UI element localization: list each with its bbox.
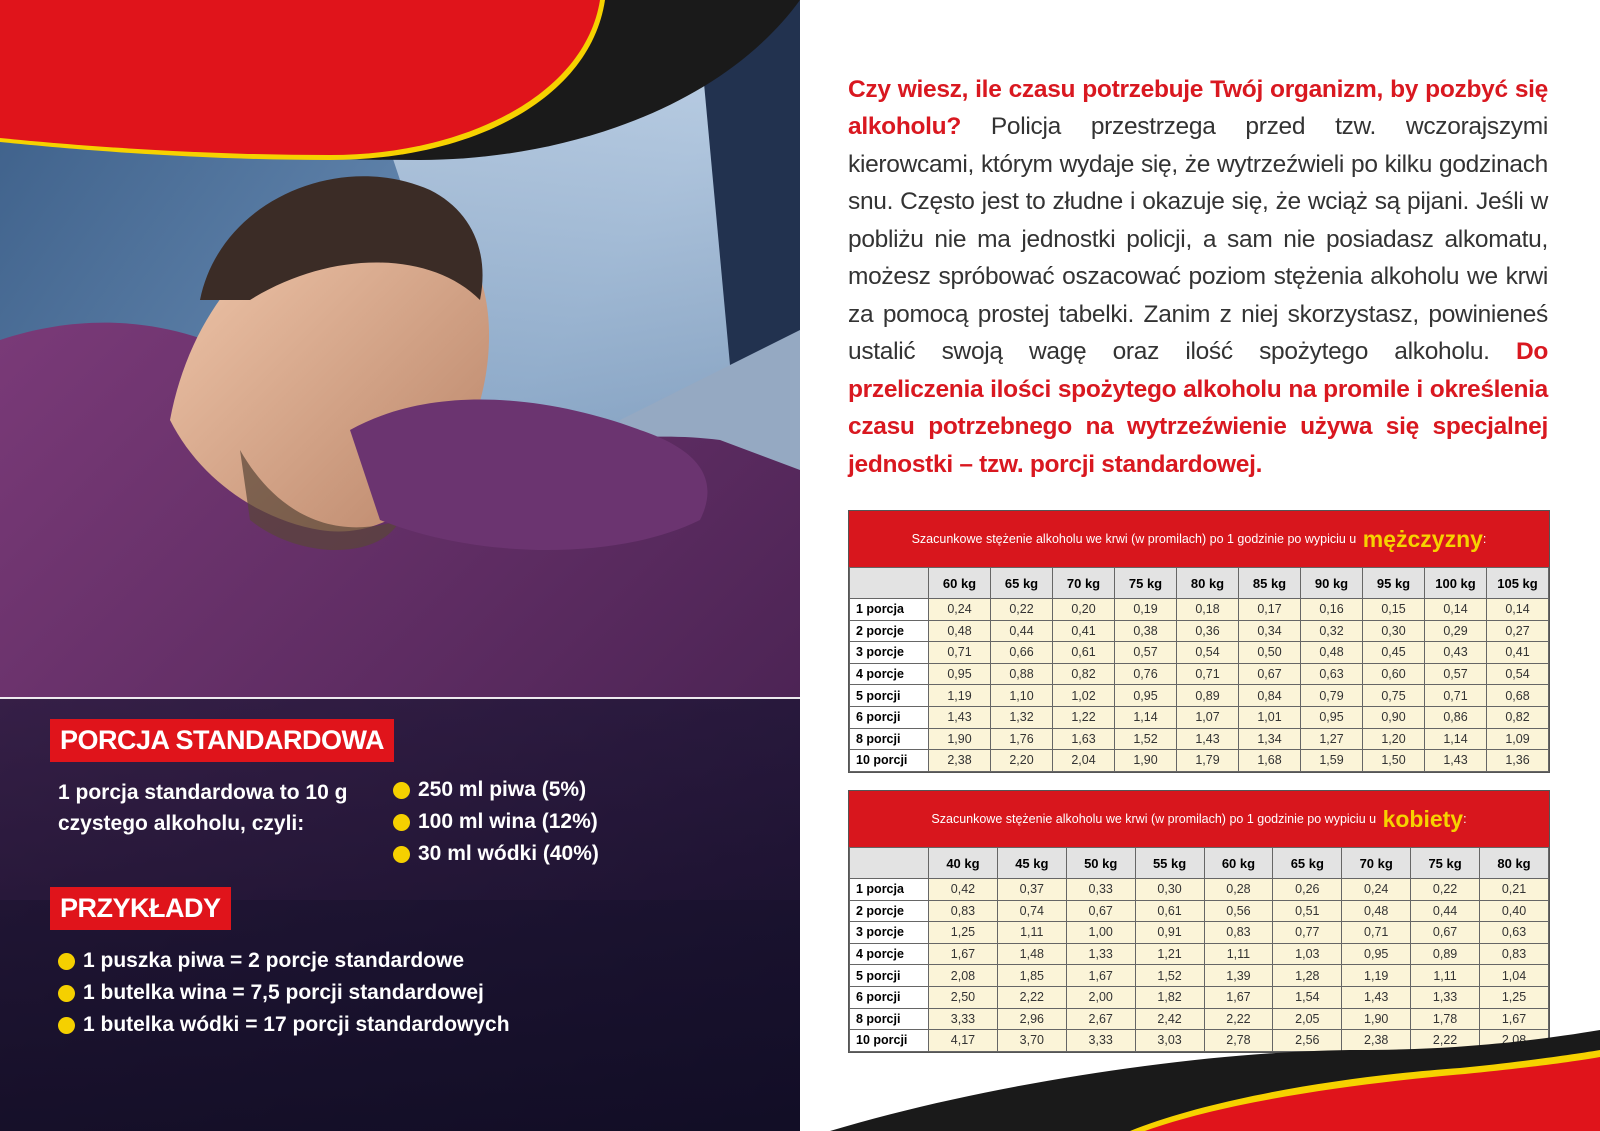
table-cell: 1,33 [1411, 986, 1480, 1008]
row-label: 8 porcji [850, 728, 929, 750]
table-cell: 0,50 [1239, 642, 1301, 664]
weight-column-header: 50 kg [1066, 848, 1135, 879]
weight-column-header: 85 kg [1239, 568, 1301, 599]
table-row [850, 922, 1549, 944]
table-cell: 3,33 [1066, 1030, 1135, 1052]
table-cell: 1,63 [1053, 728, 1115, 750]
table-cell: 0,60 [1363, 663, 1425, 685]
table-row [850, 599, 1549, 621]
table-cell: 0,76 [1115, 663, 1177, 685]
table-cell: 0,54 [1487, 663, 1549, 685]
table-cell: 1,52 [1135, 965, 1204, 987]
row-label: 8 porcji [850, 1008, 929, 1030]
table-cell: 1,67 [1066, 965, 1135, 987]
table-cell: 1,48 [997, 943, 1066, 965]
table-cell: 0,79 [1301, 685, 1363, 707]
table-cell: 1,14 [1425, 728, 1487, 750]
table-cell: 1,67 [1480, 1008, 1549, 1030]
row-label: 2 porcje [850, 900, 929, 922]
table-cell: 1,90 [1342, 1008, 1411, 1030]
table-cell: 0,41 [1053, 620, 1115, 642]
weight-column-header: 45 kg [997, 848, 1066, 879]
weight-column-header: 40 kg [929, 848, 998, 879]
table-cell: 0,63 [1301, 663, 1363, 685]
table-cell: 2,08 [1480, 1030, 1549, 1052]
table-cell: 0,71 [929, 642, 991, 664]
table-cell: 1,67 [929, 943, 998, 965]
list-item: 30 ml wódki (40%) [393, 838, 599, 870]
weight-column-header: 80 kg [1480, 848, 1549, 879]
table-row [850, 685, 1549, 707]
table-cell: 0,45 [1363, 642, 1425, 664]
weight-column-header: 80 kg [1177, 568, 1239, 599]
table-cell: 2,22 [1204, 1008, 1273, 1030]
table-cell: 1,43 [1177, 728, 1239, 750]
table-cell: 0,17 [1239, 599, 1301, 621]
table-cell: 1,67 [1204, 986, 1273, 1008]
row-label: 5 porcji [850, 685, 929, 707]
weight-column-header: 70 kg [1342, 848, 1411, 879]
table-cell: 0,83 [1480, 943, 1549, 965]
table-row [850, 750, 1549, 772]
table-cell: 3,03 [1135, 1030, 1204, 1052]
table-cell: 0,61 [1053, 642, 1115, 664]
table-cell: 1,90 [929, 728, 991, 750]
table-cell: 0,84 [1239, 685, 1301, 707]
table-cell: 0,57 [1115, 642, 1177, 664]
table-cell: 1,19 [1342, 965, 1411, 987]
table-cell: 0,68 [1487, 685, 1549, 707]
weight-column-header: 70 kg [1053, 568, 1115, 599]
table-cell: 1,85 [997, 965, 1066, 987]
table-cell: 0,57 [1425, 663, 1487, 685]
table-cell: 0,22 [1411, 879, 1480, 901]
table-cell: 0,95 [1115, 685, 1177, 707]
table-cell: 0,95 [1301, 706, 1363, 728]
porcja-description: 1 porcja standardowa to 10 g czystego alkoholu, czyli: [58, 781, 348, 835]
table-cell: 1,11 [997, 922, 1066, 944]
table-cell: 0,44 [1411, 900, 1480, 922]
table-cell: 0,26 [1273, 879, 1342, 901]
table-cell: 1,76 [991, 728, 1053, 750]
table-cell: 0,36 [1177, 620, 1239, 642]
table-cell: 0,43 [1425, 642, 1487, 664]
table-cell: 2,96 [997, 1008, 1066, 1030]
row-label: 10 porcji [850, 1030, 929, 1052]
table-corner [850, 568, 929, 599]
table-row [850, 663, 1549, 685]
table-cell: 2,38 [929, 750, 991, 772]
table-cell: 1,36 [1487, 750, 1549, 772]
row-label: 4 porcje [850, 943, 929, 965]
table-cell: 1,10 [991, 685, 1053, 707]
table-cell: 0,30 [1135, 879, 1204, 901]
men-label: mężczyzny [1362, 525, 1483, 552]
table-cell: 0,89 [1177, 685, 1239, 707]
bullet-dot-icon [58, 1017, 75, 1034]
weight-column-header: 55 kg [1135, 848, 1204, 879]
table-cell: 0,82 [1053, 663, 1115, 685]
table-cell: 0,40 [1480, 900, 1549, 922]
weight-column-header: 60 kg [929, 568, 991, 599]
table-cell: 2,22 [997, 986, 1066, 1008]
weight-column-header: 65 kg [991, 568, 1053, 599]
table-cell: 1,34 [1239, 728, 1301, 750]
table-cell: 1,50 [1363, 750, 1425, 772]
table-cell: 1,43 [929, 706, 991, 728]
table-cell: 1,59 [1301, 750, 1363, 772]
table-row [850, 943, 1549, 965]
table-row [850, 900, 1549, 922]
table-cell: 0,37 [997, 879, 1066, 901]
men-table-caption: Szacunkowe stężenie alkoholu we krwi (w promilach) po 1 godzinie po wypiciu u mężczyzny : [849, 511, 1549, 567]
table-cell: 0,33 [1066, 879, 1135, 901]
table-cell: 1,22 [1053, 706, 1115, 728]
table-cell: 0,20 [1053, 599, 1115, 621]
table-row [850, 728, 1549, 750]
list-item: 1 butelka wódki = 17 porcji standardowych [58, 1009, 510, 1041]
row-label: 3 porcje [850, 922, 929, 944]
table-row [850, 642, 1549, 664]
table-cell: 1,20 [1363, 728, 1425, 750]
table-cell: 1,02 [1053, 685, 1115, 707]
row-label: 5 porcji [850, 965, 929, 987]
table-cell: 1,21 [1135, 943, 1204, 965]
table-cell: 0,38 [1115, 620, 1177, 642]
men-table-grid [849, 567, 1549, 772]
table-cell: 0,19 [1115, 599, 1177, 621]
row-label: 6 porcji [850, 706, 929, 728]
bullet-dot-icon [393, 846, 410, 863]
weight-column-header: 100 kg [1425, 568, 1487, 599]
table-cell: 0,14 [1425, 599, 1487, 621]
table-cell: 0,48 [929, 620, 991, 642]
table-cell: 0,16 [1301, 599, 1363, 621]
table-cell: 2,20 [991, 750, 1053, 772]
intro-closing: Do przeliczenia ilości spożytego alkoholu na promile i określenia czasu potrzebnego na wytrzeźwienie używa się specjalnej jednostki – tzw. porcji standardowej. [848, 338, 1548, 478]
table-cell: 1,43 [1342, 986, 1411, 1008]
table-cell: 1,25 [929, 922, 998, 944]
table-cell: 0,82 [1487, 706, 1549, 728]
przyklady-heading: PRZYKŁADY [50, 887, 231, 930]
weight-column-header: 90 kg [1301, 568, 1363, 599]
table-cell: 1,04 [1480, 965, 1549, 987]
bullet-dot-icon [58, 953, 75, 970]
men-bac-table [848, 510, 1550, 773]
table-row [850, 965, 1549, 987]
table-cell: 1,11 [1411, 965, 1480, 987]
table-cell: 1,78 [1411, 1008, 1480, 1030]
table-cell: 0,83 [929, 900, 998, 922]
weight-column-header: 95 kg [1363, 568, 1425, 599]
table-cell: 2,50 [929, 986, 998, 1008]
table-cell: 1,07 [1177, 706, 1239, 728]
table-cell: 1,54 [1273, 986, 1342, 1008]
list-item: 100 ml wina (12%) [393, 806, 599, 838]
table-cell: 0,44 [991, 620, 1053, 642]
table-cell: 0,28 [1204, 879, 1273, 901]
intro-paragraph [848, 71, 1548, 484]
table-cell: 0,77 [1273, 922, 1342, 944]
table-cell: 0,89 [1411, 943, 1480, 965]
bullet-dot-icon [393, 814, 410, 831]
table-cell: 0,54 [1177, 642, 1239, 664]
table-cell: 2,04 [1053, 750, 1115, 772]
table-cell: 1,03 [1273, 943, 1342, 965]
table-cell: 1,28 [1273, 965, 1342, 987]
table-cell: 0,29 [1425, 620, 1487, 642]
intro-body: Policja przestrzega przed tzw. wczorajszymi kierowcami, którym wydaje się, że wytrzeźwieli po kilku godzinach snu. Często jest to złudne i okazuje się, że wciąż są pijani. Jeśli w pobliżu nie ma jednostki policji, a sam nie posiadasz alkomatu, możesz spróbować oszacować poziom stężenia alkoholu we krwi za pomocą prostej tabelki. Zanim z niej skorzystasz, powinieneś ustalić swoją wagę oraz ilość spożytego alkoholu. [848, 113, 1548, 365]
table-cell: 1,09 [1487, 728, 1549, 750]
table-cell: 1,90 [1115, 750, 1177, 772]
table-cell: 0,67 [1239, 663, 1301, 685]
table-cell: 0,48 [1301, 642, 1363, 664]
table-cell: 0,22 [991, 599, 1053, 621]
table-cell: 0,95 [929, 663, 991, 685]
table-cell: 0,86 [1425, 706, 1487, 728]
table-cell: 1,39 [1204, 965, 1273, 987]
table-cell: 0,56 [1204, 900, 1273, 922]
women-label: kobiety [1382, 805, 1464, 832]
table-cell: 0,42 [929, 879, 998, 901]
row-label: 1 porcja [850, 599, 929, 621]
table-cell: 0,91 [1135, 922, 1204, 944]
table-cell: 1,01 [1239, 706, 1301, 728]
table-cell: 1,82 [1135, 986, 1204, 1008]
table-cell: 0,32 [1301, 620, 1363, 642]
row-label: 3 porcje [850, 642, 929, 664]
weight-column-header: 105 kg [1487, 568, 1549, 599]
table-cell: 0,30 [1363, 620, 1425, 642]
table-cell: 2,08 [929, 965, 998, 987]
table-cell: 0,71 [1425, 685, 1487, 707]
table-cell: 1,11 [1204, 943, 1273, 965]
table-cell: 0,67 [1411, 922, 1480, 944]
table-cell: 0,61 [1135, 900, 1204, 922]
list-item: 1 puszka piwa = 2 porcje standardowe [58, 945, 510, 977]
weight-column-header: 60 kg [1204, 848, 1273, 879]
list-item: 250 ml piwa (5%) [393, 774, 599, 806]
table-cell: 1,33 [1066, 943, 1135, 965]
table-cell: 0,71 [1177, 663, 1239, 685]
table-cell: 3,70 [997, 1030, 1066, 1052]
table-cell: 1,79 [1177, 750, 1239, 772]
table-cell: 0,34 [1239, 620, 1301, 642]
right-panel [800, 0, 1600, 1131]
table-cell: 2,78 [1204, 1030, 1273, 1052]
table-cell: 1,68 [1239, 750, 1301, 772]
table-cell: 0,51 [1273, 900, 1342, 922]
row-label: 2 porcje [850, 620, 929, 642]
table-cell: 1,25 [1480, 986, 1549, 1008]
weight-column-header: 65 kg [1273, 848, 1342, 879]
table-cell: 1,32 [991, 706, 1053, 728]
table-cell: 0,48 [1342, 900, 1411, 922]
table-cell: 1,00 [1066, 922, 1135, 944]
table-cell: 0,63 [1480, 922, 1549, 944]
table-cell: 2,67 [1066, 1008, 1135, 1030]
table-cell: 0,75 [1363, 685, 1425, 707]
table-cell: 0,24 [929, 599, 991, 621]
table-cell: 0,27 [1487, 620, 1549, 642]
row-label: 10 porcji [850, 750, 929, 772]
table-cell: 0,83 [1204, 922, 1273, 944]
table-cell: 2,00 [1066, 986, 1135, 1008]
przyklady-list [58, 945, 510, 1041]
weight-column-header: 75 kg [1411, 848, 1480, 879]
table-cell: 1,19 [929, 685, 991, 707]
red-swoosh-top [0, 0, 800, 170]
table-cell: 0,15 [1363, 599, 1425, 621]
table-cell: 1,43 [1425, 750, 1487, 772]
table-cell: 0,90 [1363, 706, 1425, 728]
table-row [850, 706, 1549, 728]
bullet-dot-icon [58, 985, 75, 1002]
table-cell: 2,22 [1411, 1030, 1480, 1052]
table-row [850, 986, 1549, 1008]
table-cell: 4,17 [929, 1030, 998, 1052]
table-corner [850, 848, 929, 879]
table-cell: 2,05 [1273, 1008, 1342, 1030]
row-label: 4 porcje [850, 663, 929, 685]
table-row [850, 879, 1549, 901]
table-cell: 1,52 [1115, 728, 1177, 750]
table-cell: 0,95 [1342, 943, 1411, 965]
divider [0, 697, 800, 699]
bullet-dot-icon [393, 782, 410, 799]
red-swoosh-bottom [800, 1010, 1600, 1131]
table-cell: 0,66 [991, 642, 1053, 664]
porcja-standardowa-heading: PORCJA STANDARDOWA [50, 719, 394, 762]
table-cell: 0,18 [1177, 599, 1239, 621]
table-cell: 0,74 [997, 900, 1066, 922]
table-cell: 2,42 [1135, 1008, 1204, 1030]
women-table-caption: Szacunkowe stężenie alkoholu we krwi (w promilach) po 1 godzinie po wypiciu u kobiety : [849, 791, 1549, 847]
table-cell: 0,67 [1066, 900, 1135, 922]
porcja-equivalents-list [393, 774, 599, 870]
weight-column-header: 75 kg [1115, 568, 1177, 599]
table-cell: 1,27 [1301, 728, 1363, 750]
table-cell: 0,21 [1480, 879, 1549, 901]
table-cell: 0,88 [991, 663, 1053, 685]
table-cell: 0,24 [1342, 879, 1411, 901]
row-label: 1 porcja [850, 879, 929, 901]
table-cell: 0,41 [1487, 642, 1549, 664]
table-cell: 0,14 [1487, 599, 1549, 621]
table-cell: 2,38 [1342, 1030, 1411, 1052]
row-label: 6 porcji [850, 986, 929, 1008]
table-cell: 0,71 [1342, 922, 1411, 944]
intro-lead: Czy wiesz, ile czasu potrzebuje Twój organizm, by pozbyć się alkoholu? [848, 75, 1548, 140]
table-cell: 1,14 [1115, 706, 1177, 728]
table-cell: 2,56 [1273, 1030, 1342, 1052]
list-item: 1 butelka wina = 7,5 porcji standardowej [58, 977, 510, 1009]
table-cell: 3,33 [929, 1008, 998, 1030]
table-row [850, 620, 1549, 642]
